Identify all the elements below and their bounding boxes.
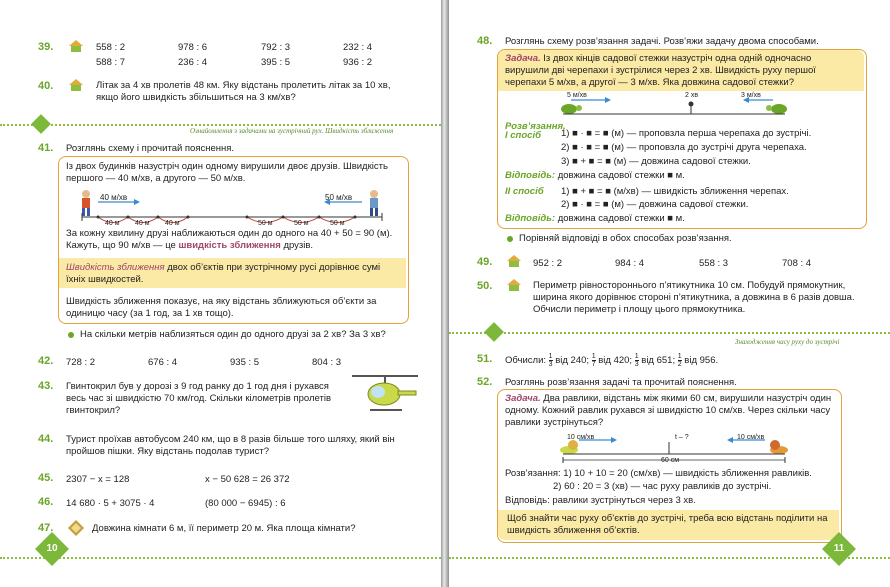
task-text [505, 393, 833, 429]
explanation-text: Швидкість зближення показує, на яку відстань зближуються об’єкти за одиницю часу (за 1 год, за 1 хв тощо). [66, 296, 377, 319]
explanation-tail: друзів. [283, 240, 314, 251]
snail-right-icon [770, 440, 788, 454]
expression: 395 : 5 [261, 57, 291, 68]
house-icon [69, 40, 83, 52]
task-number: 39. [38, 41, 54, 53]
answer-line [505, 170, 685, 182]
expression: 978 : 6 [178, 42, 208, 53]
expression: (80 000 − 6945) : 6 [205, 498, 286, 509]
expression: 935 : 5 [230, 357, 260, 368]
fraction-row: Обчисли: $\frac{1}{3}$ від 240; $\frac{1}{7}$ від 420; $\frac{1}{3}$ від 651; $\frac{1}{2}$ від 956. [505, 353, 719, 368]
left-boy-icon [82, 190, 90, 216]
task-text: Периметр рівностороннього п’ятикутника 10 см. Побудуй прямокутник, ширина якого дорівнює стороні п’ятикутника, а довжина в 6 разів довша. Обчисли периметр і площу цього прямокутника. [533, 280, 855, 315]
lead-text: Обчисли: [505, 355, 547, 367]
solution-label: Розв’язання. [505, 121, 566, 132]
task-intro: Розглянь схему і прочитай пояснення. [66, 143, 235, 154]
task-number: 49. [477, 256, 493, 268]
task-text: Гвинтокрил був у дорозі з 9 год ранку до 1 год дня і рухався весь час зі швидкістю 70 км/год. Скільки кілометрів пролетів гвинтокрил? [66, 381, 332, 416]
speed-label: 50 м/хв [325, 193, 353, 202]
task-number: 45. [38, 472, 54, 484]
house-icon [507, 279, 521, 291]
speed-label: 5 м/хв [567, 92, 587, 99]
book-gutter [441, 0, 449, 587]
gem-icon [68, 520, 84, 536]
section-title: Ознайомлення з задачами на зустрічний рух. Швидкість зближення [190, 127, 394, 135]
footer-divider [0, 557, 441, 559]
task-text: Довжина кімнати 6 м, її периметр 20 м. Яка площа кімнати? [92, 523, 356, 534]
speed-label: 10 см/хв [567, 434, 595, 441]
explanation-text [66, 228, 402, 252]
answer-text: довжина садової стежки ■ м. [557, 170, 685, 181]
expression: 708 : 4 [782, 258, 812, 269]
task-number: 47. [38, 522, 54, 534]
solution-step: 2) 60 : 20 = 3 (хв) — час руху равликів до зустрічі. [553, 481, 772, 492]
bullet-icon [507, 236, 513, 242]
right-boy-icon [370, 190, 378, 216]
expression: 14 680 · 5 + 3075 · 4 [66, 498, 155, 509]
section-title: Знаходження часу руху до зустрічі [735, 338, 840, 346]
speed-label: 3 м/хв [741, 92, 761, 99]
task-number: 41. [38, 142, 54, 154]
expression: 804 : 3 [312, 357, 342, 368]
section-divider [449, 332, 890, 334]
task-number: 48. [477, 35, 493, 47]
fraction: $\frac{1}{2}$ [677, 353, 682, 368]
segment-label: 50 м [330, 220, 345, 227]
turtle-right-icon [766, 104, 787, 114]
time-label: t – ? [675, 434, 689, 441]
answer-label: Відповідь: [505, 170, 556, 181]
task-number: 43. [38, 380, 54, 392]
task-text: Із двох будинків назустріч один одному вирушили двоє друзів. Швидкість першого — 40 м/хв, а другого — 50 м/хв. [66, 161, 388, 184]
compare-text: Порівняй відповіді в обох способах розв’язання. [519, 233, 732, 244]
rule-text [66, 262, 400, 286]
helicopter-icon [350, 372, 420, 422]
task-number: 40. [38, 80, 54, 92]
house-icon [69, 79, 83, 91]
question-text: На скільки метрів наблизяться один до одного друзі за 2 хв? За 3 хв? [80, 329, 386, 340]
segment-label: 50 м [258, 220, 273, 227]
fraction: $\frac{1}{3}$ [634, 353, 639, 368]
task-number: 51. [477, 353, 493, 365]
rule-term: Швидкість зближення [66, 262, 165, 273]
left-page [0, 0, 441, 587]
section-divider [0, 124, 441, 126]
expression: 232 : 4 [343, 42, 373, 53]
solution-step: 2) ■ · ■ = ■ (м) — довжина садової стежки. [561, 199, 749, 210]
rule-text: Щоб знайти час руху об’єктів до зустрічі, треба всю відстань поділити на швидкість зближення об’єктів. [507, 513, 828, 536]
task-label: Задача. [505, 393, 541, 404]
expression: 236 : 4 [178, 57, 208, 68]
segment-label: 40 м [165, 220, 180, 227]
task-intro: Розглянь схему розв’язання задачі. Розв’яжи задачу двома способами. [505, 36, 819, 47]
segment-label: 40 м [135, 220, 150, 227]
solution-step: Розв’язання: 1) 10 + 10 = 20 (см/хв) — швидкість зближення равликів. [505, 468, 812, 479]
solution-step: 1) ■ + ■ = ■ (м/хв) — швидкість зближення черепах. [561, 186, 789, 197]
equation: 2307 − x = 128 [66, 474, 130, 485]
equation: x − 50 628 = 26 372 [205, 474, 290, 485]
leaf-ornament-icon [484, 322, 504, 342]
page-number: 11 [833, 543, 845, 554]
answer-line [505, 213, 685, 225]
task-number: 44. [38, 433, 54, 445]
method-label: І спосіб [505, 130, 541, 141]
page-number: 10 [46, 543, 58, 554]
expression: 936 : 2 [343, 57, 373, 68]
solution-step: 2) ■ · ■ = ■ (м) — проповзла до зустрічі друга черепаха. [561, 142, 807, 153]
time-label: 2 хв [685, 92, 699, 99]
expression: 984 : 4 [615, 258, 645, 269]
answer-label: Відповідь: [505, 213, 556, 224]
task-body: Два равлики, відстань між якими 60 см, вирушили назустріч один одному. Кожний равлик рухався зі швидкістю 10 см/хв. Через скільки часу равлики зустрінуться? [505, 393, 832, 428]
rule-body: двох об’єктів при зустрічному русі дорівнює сумі їхніх швидкостей. [66, 262, 381, 285]
expression: 558 : 2 [96, 42, 126, 53]
task-number: 42. [38, 355, 54, 367]
answer-text: довжина садової стежки ■ м. [557, 213, 685, 224]
task-text: Турист проїхав автобусом 240 км, що в 8 разів більше того шляху, який він пройшов пішки. Яку відстань подолав турист? [66, 434, 395, 457]
house-icon [507, 255, 521, 267]
turtle-left-icon [561, 104, 582, 114]
bullet-icon [68, 332, 74, 338]
speed-label: 10 см/хв [737, 434, 765, 441]
right-page [449, 0, 890, 587]
distance-label: 60 см [661, 457, 680, 464]
answer-text: Відповідь: равлики зустрінуться через 3 хв. [505, 495, 696, 506]
task-number: 52. [477, 376, 493, 388]
term-highlight: швидкість зближення [178, 240, 281, 251]
task-number: 46. [38, 496, 54, 508]
segment-label: 40 м [105, 220, 120, 227]
expression: 676 : 4 [148, 357, 178, 368]
expression: 728 : 2 [66, 357, 96, 368]
task-text: Літак за 4 хв пролетів 48 км. Яку відстань пролетить літак за 10 хв, якщо його швидкість збільшиться на 3 км/хв? [96, 80, 391, 103]
leaf-ornament-icon [31, 114, 51, 134]
solution-step: 1) ■ · ■ = ■ (м) — проповзла перша черепаха до зустрічі. [561, 128, 812, 139]
fraction: $\frac{1}{3}$ [548, 353, 553, 368]
task-label: Задача. [505, 53, 541, 64]
expression: 792 : 3 [261, 42, 291, 53]
footer-divider [449, 557, 890, 559]
method-label: ІІ спосіб [505, 186, 544, 197]
task-text [505, 53, 857, 89]
expression: 588 : 7 [96, 57, 126, 68]
task-intro: Розглянь розв’язання задачі та прочитай пояснення. [505, 377, 737, 388]
segment-label: 50 м [294, 220, 309, 227]
expression: 558 : 3 [699, 258, 729, 269]
solution-step: 3) ■ + ■ = ■ (м) — довжина садової стежки. [561, 156, 751, 167]
expression: 952 : 2 [533, 258, 563, 269]
task-number: 50. [477, 280, 493, 292]
speed-label: 40 м/хв [100, 193, 128, 202]
explanation-lead: За кожну хвилину друзі наближаються один до одного на 40 + 50 = 90 (м). Кажуть, що 90 м/хв — це [66, 228, 393, 251]
task-body: Із двох кінців садової стежки назустріч одна одній одночасно вирушили дві черепахи і зустрілися через 2 хв. Швидкість руху першої черепахи 5 м/хв, а другої — 3 м/хв. Яка довжина садової стежки? [505, 53, 816, 88]
fraction: $\frac{1}{7}$ [591, 353, 596, 368]
